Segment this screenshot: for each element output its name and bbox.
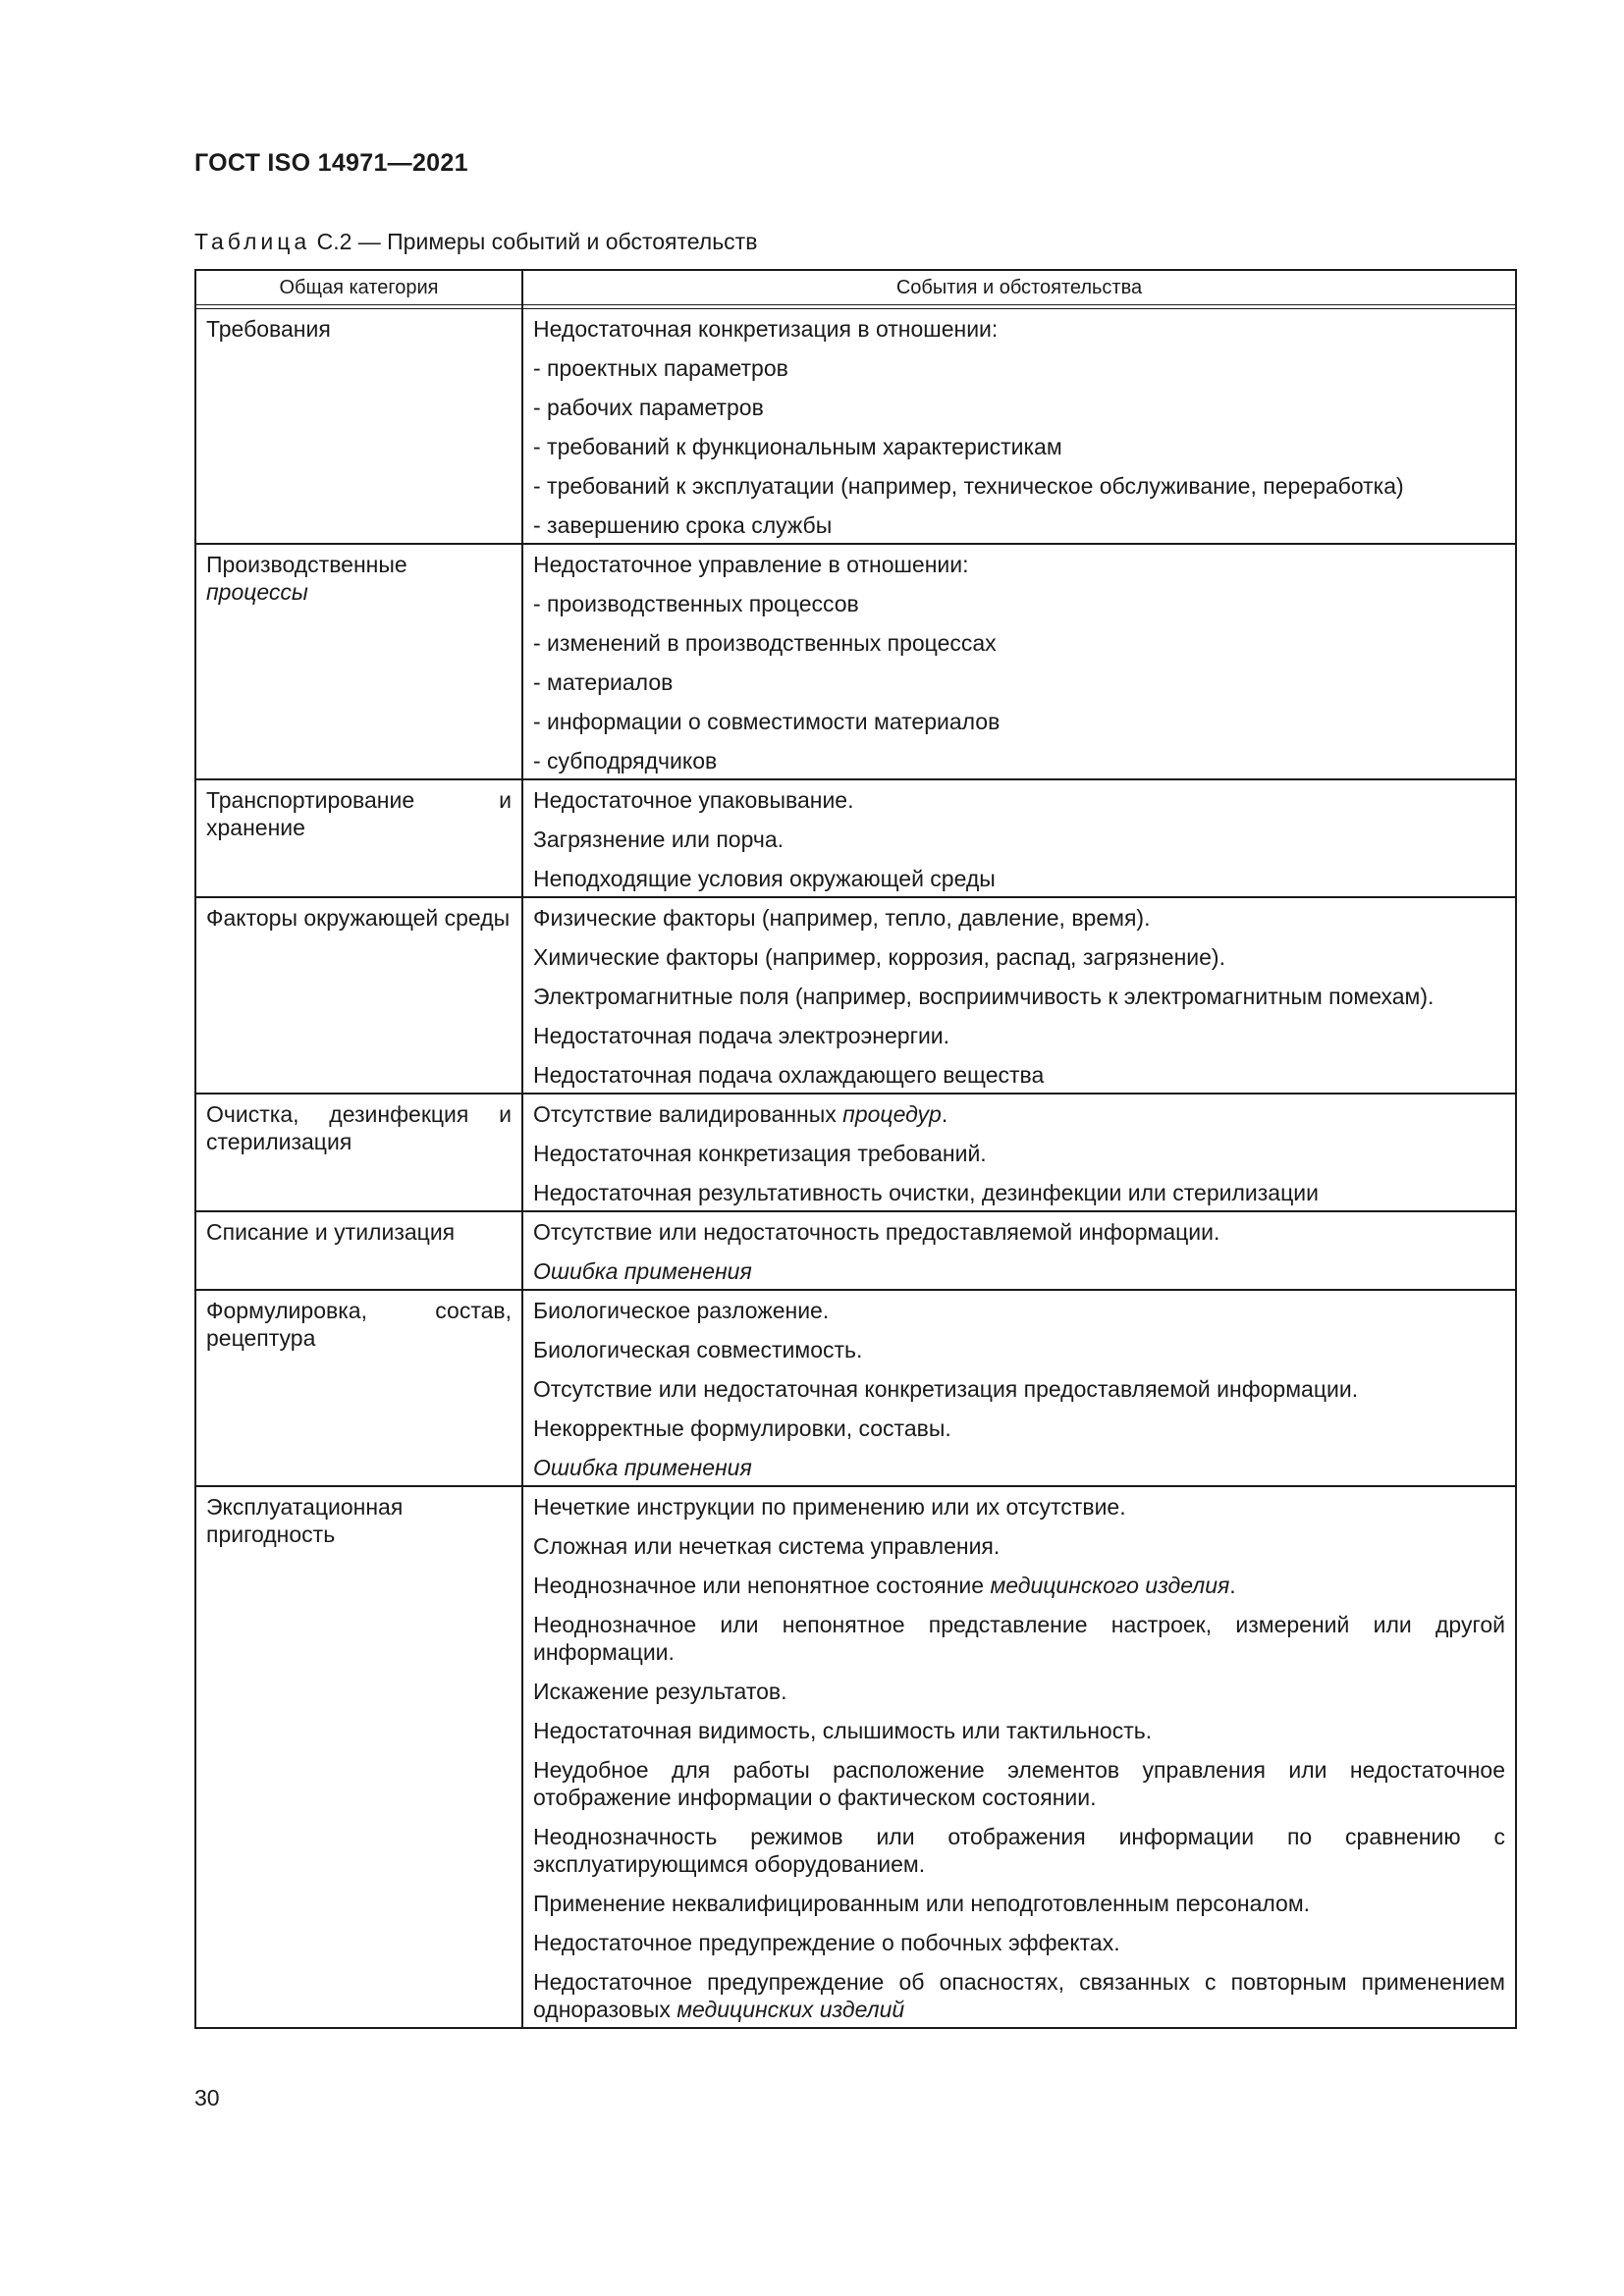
table-row [195,309,1516,545]
category-cell [195,544,522,779]
table-row [195,1094,1516,1211]
text-run: . [1229,1573,1236,1598]
table-header-row [195,270,1516,305]
column-header-events: События и обстоятельства [522,270,1516,305]
text-run: Применение неквалифицированным или неподготовленным персоналом. [533,1891,1311,1916]
event-item [533,629,1505,657]
category-text [206,551,512,606]
event-item [533,1061,1505,1089]
text-run: Недостаточное предупреждение о побочных эффектах. [533,1930,1120,1955]
table-row [195,544,1516,779]
text-run: Недостаточная конкретизация требований. [533,1141,987,1166]
text-run: Некорректные формулировки, составы. [533,1415,951,1441]
event-item [533,1717,1505,1744]
text-run: Недостаточная подача электроэнергии. [533,1023,950,1048]
event-item [533,472,1505,500]
event-item [533,747,1505,774]
event-item [533,315,1505,343]
text-run: - проектных параметров [533,355,788,381]
text-run: Электромагнитные поля (например, восприимчивость к электромагнитным помехам). [533,984,1435,1009]
event-item [533,904,1505,932]
category-cell [195,897,522,1094]
column-header-category: Общая категория [195,270,522,305]
table-caption-text: С.2 — Примеры событий и обстоятельств [310,229,758,254]
events-cell [522,1486,1516,2028]
text-run: Физические факторы (например, тепло, давление, время). [533,905,1151,931]
text-run: Загрязнение или порча. [533,827,785,852]
event-item [533,1823,1505,1878]
text-run: . [941,1101,948,1127]
text-run: Недостаточная конкретизация в отношении: [533,316,999,342]
page-number: 30 [194,2085,220,2110]
table-body [195,309,1516,2029]
category-cell [195,1094,522,1211]
text-run: Списание и утилизация [206,1219,456,1245]
text-run: Отсутствие или недостаточная конкретизация предоставляемой информации. [533,1376,1359,1402]
table-caption-prefix: Таблица [194,229,311,254]
table-caption [194,229,757,255]
text-run: Требования [206,316,331,342]
category-cell [195,309,522,545]
event-item [533,1218,1505,1246]
category-text [206,315,512,343]
event-item [533,708,1505,735]
text-run: Отсутствие или недостаточность предоставляемой информации. [533,1219,1220,1245]
text-run: Производственные [206,552,407,577]
italic-term: Ошибка применения [533,1455,752,1480]
text-run: Отсутствие валидированных [533,1101,843,1127]
text-run: Недостаточная подача охлаждающего вещества [533,1062,1045,1088]
category-text [206,1297,512,1352]
text-run: Химические факторы (например, коррозия, распад, загрязнение). [533,944,1225,970]
events-cell [522,1290,1516,1486]
events-cell [522,779,1516,897]
event-item [533,1297,1505,1324]
italic-term: медицинских изделий [677,1997,905,2022]
events-cell [522,1211,1516,1290]
event-item [533,786,1505,814]
text-run: Неоднозначное или непонятное представление настроек, измерений или другой информации. [533,1612,1505,1665]
event-item [533,865,1505,892]
event-item [533,668,1505,696]
text-run: Неподходящие условия окружающей среды [533,866,996,891]
table-row [195,1290,1516,1486]
event-item [533,590,1505,617]
event-item [533,354,1505,382]
event-item [533,1257,1505,1285]
event-item [533,1179,1505,1206]
text-run: Недостаточная результативность очистки, дезинфекции или стерилизации [533,1180,1319,1205]
category-text [206,904,512,932]
text-run: - производственных процессов [533,591,859,616]
event-item [533,1454,1505,1481]
text-run: Транспортирование и хранение [206,787,512,840]
text-run: Нечеткие инструкции по применению или их отсутствие. [533,1494,1126,1520]
text-run: - завершению срока службы [533,512,833,538]
table-row [195,1486,1516,2028]
text-run: Формулировка, состав, рецептура [206,1298,512,1351]
event-item [533,394,1505,421]
event-item [533,1968,1505,2023]
italic-term: медицинского изделия [990,1573,1230,1598]
text-run: - требований к эксплуатации (например, техническое обслуживание, переработка) [533,473,1404,499]
italic-term: Ошибка применения [533,1258,752,1284]
event-item [533,1756,1505,1811]
event-item [533,1678,1505,1705]
text-run: Биологическое разложение. [533,1298,830,1323]
event-item [533,1415,1505,1442]
event-item [533,1336,1505,1363]
events-cell [522,544,1516,779]
text-run: Биологическая совместимость. [533,1337,863,1362]
text-run: - требований к функциональным характеристикам [533,434,1062,459]
event-item [533,433,1505,460]
text-run: Недостаточная видимость, слышимость или тактильность. [533,1718,1153,1743]
event-item [533,511,1505,539]
events-table [194,269,1517,2029]
event-item [533,1611,1505,1666]
category-cell [195,1486,522,2028]
text-run: Факторы окружающей среды [206,905,511,931]
text-run: Неоднозначность режимов или отображения информации по сравнению с эксплуатирующимся оборудованием. [533,1824,1505,1877]
document-title: ГОСТ ISO 14971—2021 [194,149,468,177]
table-row [195,779,1516,897]
category-text [206,1493,512,1548]
event-item [533,983,1505,1010]
category-text [206,1218,512,1246]
table-row [195,897,1516,1094]
text-run: Очистка, дезинфекция и стерилизация [206,1101,512,1154]
text-run: Эксплуатационная пригодность [206,1494,404,1547]
event-item [533,826,1505,853]
event-item [533,1890,1505,1917]
event-item [533,1572,1505,1599]
italic-term: процедур [842,1101,942,1127]
events-cell [522,1094,1516,1211]
event-item [533,551,1505,578]
text-run: Неоднозначное или непонятное состояние [533,1573,991,1598]
event-item [533,1100,1505,1128]
text-run: - изменений в производственных процессах [533,630,997,656]
event-item [533,1929,1505,1956]
event-item [533,1493,1505,1521]
text-run: Недостаточное управление в отношении: [533,552,969,577]
text-run: Недостаточное упаковывание. [533,787,854,813]
text-run: - рабочих параметров [533,395,764,420]
text-run: - субподрядчиков [533,748,718,774]
event-item [533,943,1505,971]
text-run: - информации о совместимости материалов [533,709,1001,734]
table-row [195,1211,1516,1290]
event-item [533,1022,1505,1049]
event-item [533,1140,1505,1167]
category-cell [195,1290,522,1486]
category-text [206,1100,512,1155]
text-run: Неудобное для работы расположение элементов управления или недостаточное отображение информации о фактическом состоянии. [533,1757,1505,1810]
text-run: Искажение результатов. [533,1679,787,1704]
text-run: Сложная или нечеткая система управления. [533,1533,1001,1559]
category-cell [195,779,522,897]
text-run: Недостаточное предупреждение об опасностях, связанных с повторным применением одноразовых [533,1969,1505,2022]
italic-term: процессы [206,579,308,605]
category-cell [195,1211,522,1290]
events-cell [522,897,1516,1094]
text-run: - материалов [533,669,674,695]
event-item [533,1375,1505,1403]
events-cell [522,309,1516,545]
event-item [533,1532,1505,1560]
category-text [206,786,512,841]
